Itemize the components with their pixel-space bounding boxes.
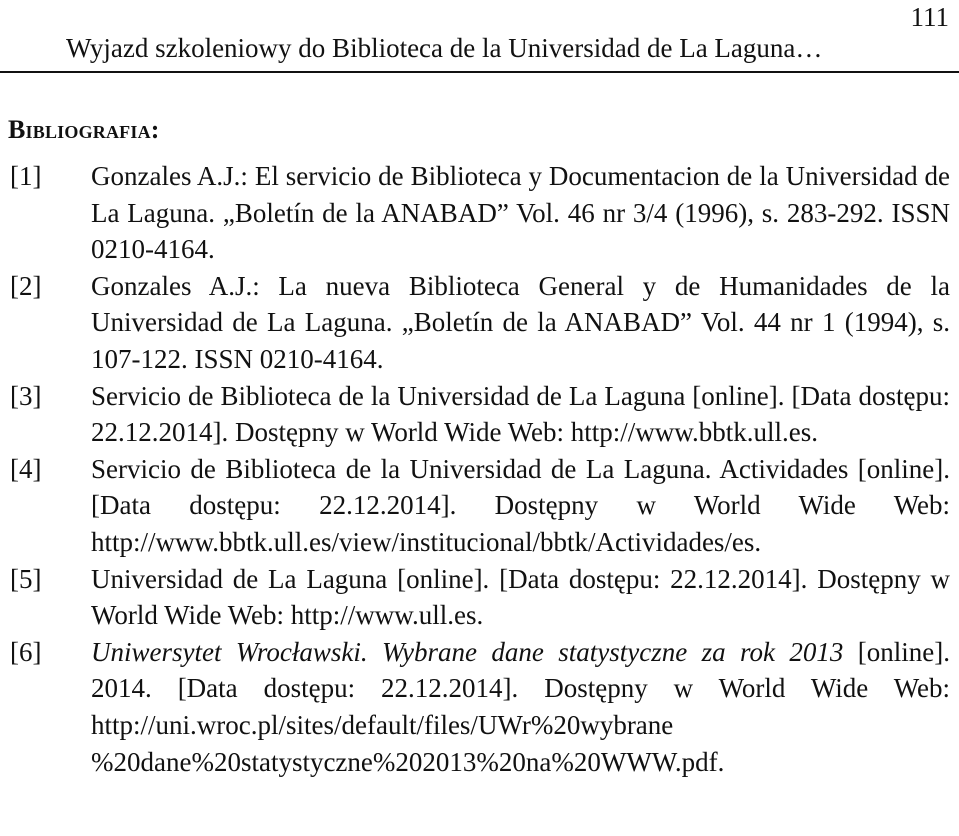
reference-number: [2] [10, 270, 42, 301]
reference-text: Servicio de Biblioteca de la Universidad de La Laguna [online]. [Data dostępu: 22.12.2014]. Dostępny w World Wide Web: http://www.bbtk.ull.es. [91, 380, 950, 448]
section-title: Bibliografia: [8, 115, 160, 144]
reference-text: Gonzales A.J.: La nueva Biblioteca General y de Humanidades de la Universidad de La Laguna. „Boletín de la ANABAD” Vol. 44 nr 1 (1994), s. 107-122. ISSN 0210-4164. [91, 270, 950, 374]
reference-rest: [online]. 2014. [Data dostępu: 22.12.2014]. Dostępny w World Wide Web: http://uni.wroc.pl/sites/default/files/UWr%20wybrane %20dane%20statystyczne%202013%20na%20WWW.pdf. [91, 636, 950, 777]
reference-item-5 [10, 561, 950, 634]
reference-text: Universidad de La Laguna [online]. [Data dostępu: 22.12.2014]. Dostępny w World Wide Web: http://www.ull.es. [91, 563, 950, 631]
reference-number: [1] [10, 161, 42, 191]
reference-number: [6] [10, 636, 42, 667]
reference-number: [4] [10, 453, 42, 484]
reference-italic-title: Uniwersytet Wrocławski. Wybrane dane statystyczne za rok 2013 [91, 636, 844, 667]
running-header: Wyjazd szkoleniowy do Biblioteca de la Universidad de La Laguna… [66, 33, 823, 63]
reference-text [91, 634, 950, 780]
header-rule [0, 71, 959, 73]
page-number: 111 [910, 2, 949, 32]
reference-item-4 [10, 451, 950, 561]
reference-text: Servicio de Biblioteca de la Universidad de La Laguna. Actividades [online]. [Data dostępu: 22.12.2014]. Dostępny w World Wide Web: http://www.bbtk.ull.es/view/institucional/bbtk/Actividades/es. [91, 453, 950, 557]
reference-text: Gonzales A.J.: El servicio de Biblioteca y Documentacion de la Universidad de La Laguna. „Boletín de la ANABAD” Vol. 46 nr 3/4 (1996), s. 283-292. ISSN 0210-4164. [91, 161, 950, 265]
reference-list [10, 158, 950, 780]
reference-item-3 [10, 378, 950, 451]
reference-number: [5] [10, 563, 42, 594]
reference-item-1 [10, 158, 950, 268]
reference-item-2 [10, 268, 950, 378]
reference-item-6 [10, 634, 950, 780]
reference-number: [3] [10, 380, 42, 411]
